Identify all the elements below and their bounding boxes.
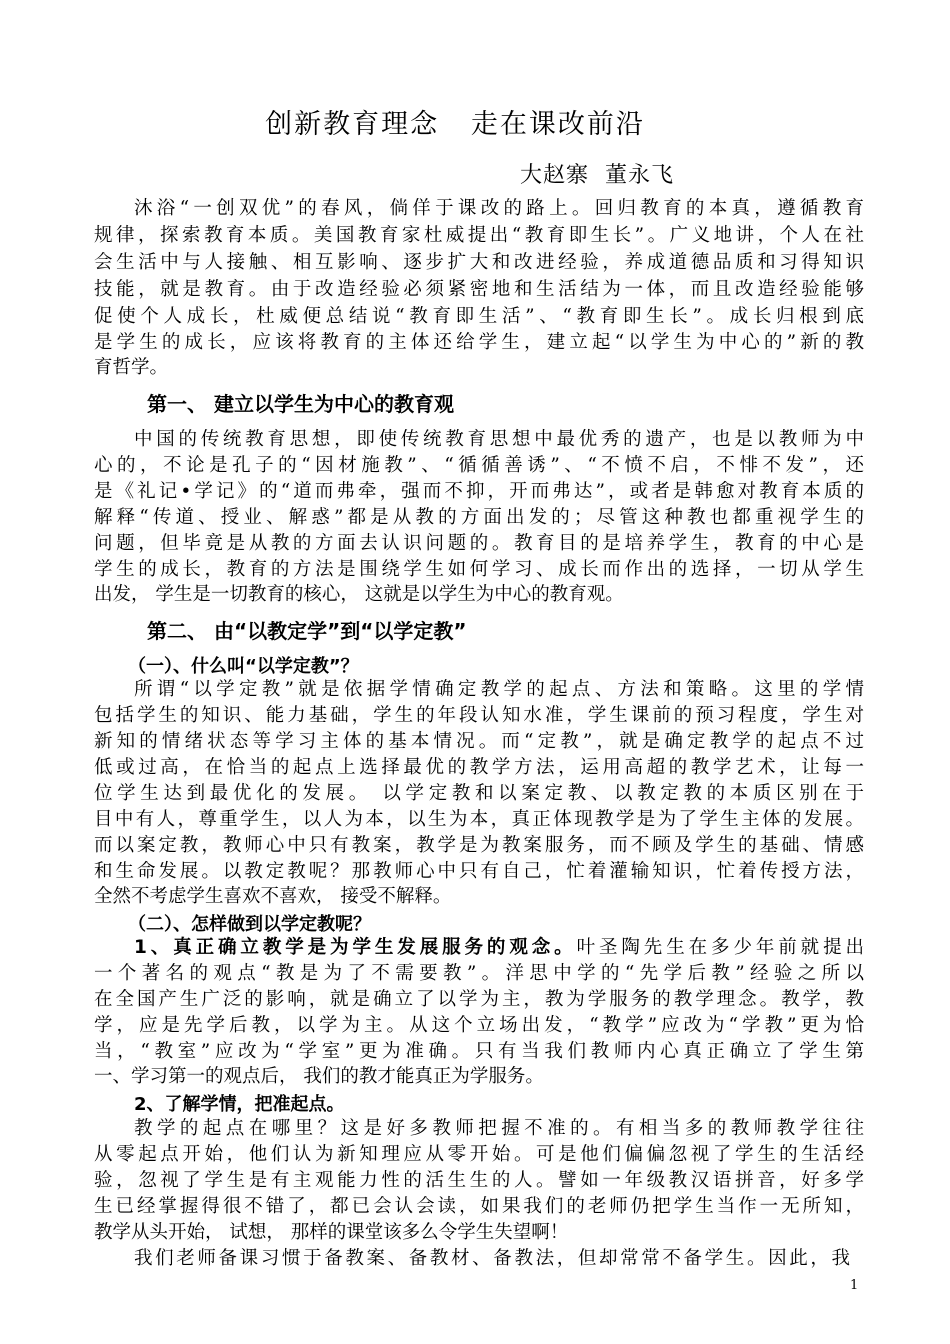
paragraph-line: 解释“传道、授业、解惑”都是从教的方面出发的；尽管这种教也都重视学生的 <box>94 507 864 528</box>
subsection-heading: （一）、什么叫“以学定教”？ <box>128 656 359 677</box>
paragraph-line: 学，应是先学后教，以学为主。从这个立场出发，“教学”应改为“学教”更为恰 <box>94 1015 864 1036</box>
paragraph-line: 一个著名的观点“教是为了不需要教”。洋思中学的“先学后教”经验之所以 <box>94 963 864 984</box>
document-title: 创新教育理念 走在课改前沿 <box>265 109 645 140</box>
paragraph-line: 教学从头开始， 试想， 那样的课堂该多么令学生失望啊！ <box>94 1222 569 1243</box>
paragraph-line: 一、学习第一的观点后， 我们的教才能真正为学服务。 <box>94 1066 544 1087</box>
paragraph-line: 中国的传统教育思想，即使传统教育思想中最优秀的遗产，也是以教师为中 <box>134 429 864 450</box>
paragraph-line: 问题，但毕竟是从教的方面去认识问题的。教育目的是培养学生，教育的中心是 <box>94 533 864 554</box>
paragraph-line: 从零起点开始，他们认为新知理应从零开始。可是他们偏偏忽视了学生的生活经 <box>94 1144 864 1165</box>
intro-line: 会生活中与人接触、相互影响、逐步扩大和改进经验，养成道德品质和习得知识 <box>94 252 864 273</box>
paragraph-line: 全然不考虑学生喜欢不喜欢， 接受不解释。 <box>94 886 452 907</box>
intro-line: 促使个人成长，杜威便总结说“教育即生活”、“教育即生长”。成长归根到底 <box>94 306 864 327</box>
section-heading: 第一、 建立以学生为中心的教育观 <box>147 392 454 416</box>
paragraph-line: 心的，不论是孔子的“因材施教”、“循循善诱”、“不愤不启，不悱不发”，还 <box>94 455 864 476</box>
point-text: 叶圣陶先生在多少年前就提出 <box>576 937 864 958</box>
paragraph-line: 学生的成长，教育的方法是围绕学生如何学习、成长而作出的选择，一切从学生 <box>94 559 864 580</box>
paragraph-line: 生已经掌握得很不错了，都已会认会读，如果我们的老师仍把学生当作一无所知， <box>94 1196 864 1217</box>
intro-line: 是学生的成长，应该将教育的主体还给学生，建立起“以学生为中心的”新的教 <box>94 332 864 353</box>
paragraph-line: 是《礼记•学记》的“道而弗牵，强而不抑，开而弗达”，或者是韩愈对教育本质的 <box>94 481 864 502</box>
paragraph-line: 位学生达到最优化的发展。 以学定教和以案定教、以教定教的本质区别在于 <box>94 783 864 804</box>
paragraph-line: 所谓“以学定教”就是依据学情确定教学的起点、方法和策略。这里的学情 <box>134 679 864 700</box>
paragraph-line: 出发， 学生是一切教育的核心， 这就是以学生为中心的教育观。 <box>94 584 624 605</box>
point-heading: 2、了解学情，把准起点。 <box>134 1094 345 1115</box>
intro-line: 育哲学。 <box>94 357 169 378</box>
paragraph-line: 新知的情绪状态等学习主体的基本情况。而“定教”，就是确定教学的起点不过 <box>94 731 864 752</box>
point-heading: 1、真正确立教学是为学生发展服务的观念。 <box>134 937 577 958</box>
intro-line: 沐浴“一创双优”的春风，倘佯于课改的路上。回归教育的本真，遵循教育 <box>134 198 864 219</box>
subsection-heading: （二）、怎样做到以学定教呢？ <box>128 914 371 935</box>
paragraph-line: 验，忽视了学生是有主观能力性的活生生的人。譬如一年级教汉语拼音，好多学 <box>94 1170 864 1191</box>
intro-line: 技能，就是教育。由于改造经验必须紧密地和生活结为一体，而且改造经验能够 <box>94 279 864 300</box>
paragraph-line: 我们老师备课习惯于备教案、备教材、备教法，但却常常不备学生。因此，我 <box>134 1248 850 1269</box>
paragraph-line <box>134 935 864 961</box>
paragraph-line: 当，“教室”应改为“学室”更为准确。只有当我们教师内心真正确立了学生第 <box>94 1041 864 1062</box>
section-heading: 第二、 由“以教定学”到“以学定教” <box>147 619 467 643</box>
author-line: 大赵寨 董永飞 <box>520 163 674 188</box>
paragraph-line: 目中有人，尊重学生，以人为本，以生为本，真正体现教学是为了学生主体的发展。 <box>94 809 864 830</box>
paragraph-line: 包括学生的知识、能力基础，学生的年段认知水准，学生课前的预习程度，学生对 <box>94 705 864 726</box>
paragraph-line: 教学的起点在哪里？这是好多教师把握不准的。有相当多的教师教学往往 <box>134 1118 864 1139</box>
page-number: 1 <box>850 1278 859 1293</box>
paragraph-line: 而以案定教，教师心中只有教案，教学是为教案服务，而不顾及学生的基础、情感 <box>94 835 864 856</box>
paragraph-line: 在全国产生广泛的影响，就是确立了以学为主，教为学服务的教学理念。教学，教 <box>94 989 864 1010</box>
paragraph-line: 低或过高，在恰当的起点上选择最优的教学方法，运用高超的教学艺术，让每一 <box>94 757 864 778</box>
intro-line: 规律，探索教育本质。美国教育家杜威提出“教育即生长”。广义地讲，个人在社 <box>94 225 864 246</box>
paragraph-line: 和生命发展。以教定教呢？那教师心中只有自己，忙着灌输知识，忙着传授方法， <box>94 861 864 882</box>
